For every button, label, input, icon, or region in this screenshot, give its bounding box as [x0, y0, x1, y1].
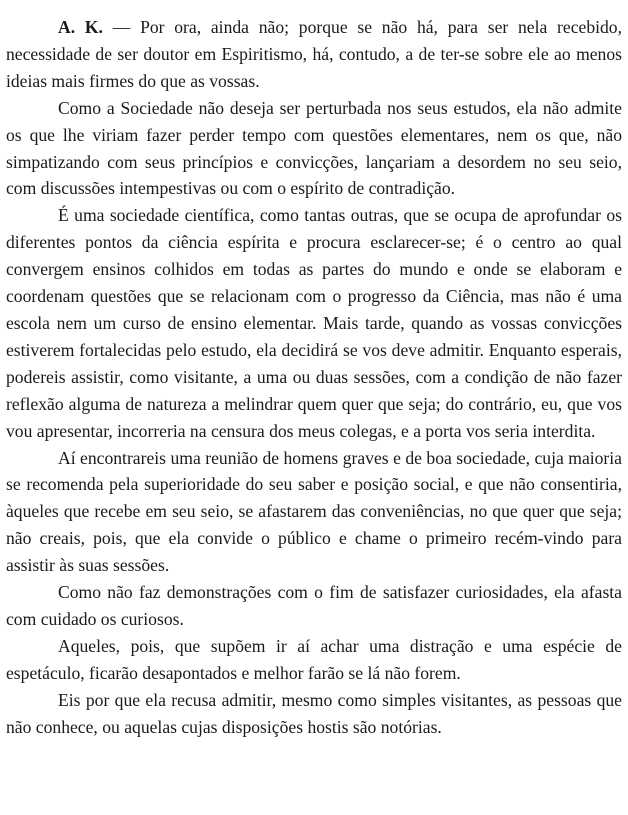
- speaker-label: A. K.: [58, 17, 103, 37]
- paragraph-3: É uma sociedade científica, como tantas outras, que se ocupa de aprofundar os diferentes pontos da ciência espírita e procura esclarecer-se; é o centro ao qual convergem ensinos colhidos em todas as partes do mundo e onde se elaboram e coordenam questões que se relacionam com o progresso da Ciência, mas não é uma escola nem um curso de ensino elementar. Mais tarde, quando as vossas convicções estiverem fortalecidas pelo estudo, ela decidirá se vos deve admitir. Enquanto esperais, podereis assistir, como visitante, a uma ou duas sessões, com a condição de não fazer reflexão alguma de natureza a melindrar quem quer que seja; do contrário, eu, que vos vou apresentar, incorreria na censura dos meus colegas, e a porta vos seria interdita.: [6, 205, 622, 441]
- paragraph-7: Eis por que ela recusa admitir, mesmo como simples visitantes, as pessoas que não conhece, ou aquelas cujas disposições hostis são notórias.: [6, 689, 622, 737]
- paragraph-1: [6, 14, 622, 95]
- paragraph-4: Aí encontrareis uma reunião de homens graves e de boa sociedade, cuja maioria se recomenda pela superioridade do seu saber e posição social, e que não consentiria, àqueles que recebe em seu seio, se afastarem das conveniências, no que quer que seja; não creais, pois, que ela convide o público e chame o primeiro recém-vindo para assistir às suas sessões.: [6, 447, 622, 576]
- paragraph-2: Como a Sociedade não deseja ser perturbada nos seus estudos, ela não admite os que lhe viriam fazer perder tempo com questões elementares, nem os que, não simpatizando com seus princípios e convicções, lançariam a desordem no seu seio, com discussões intempestivas ou com o espírito de contradição.: [6, 97, 622, 199]
- paragraph-6: Aqueles, pois, que supõem ir aí achar uma distração e uma espécie de espetáculo, ficarão desapontados e melhor farão se lá não forem.: [6, 635, 622, 683]
- paragraph-1-text: — Por ora, ainda não; porque se não há, para ser nela recebido, necessidade de ser doutor em Espiritismo, há, contudo, a de ter-se sobre ele ao menos ideias mais firmes do que as vossas.: [6, 17, 623, 91]
- paragraph-5: Como não faz demonstrações com o fim de satisfazer curiosidades, ela afasta com cuidado os curiosos.: [6, 582, 622, 629]
